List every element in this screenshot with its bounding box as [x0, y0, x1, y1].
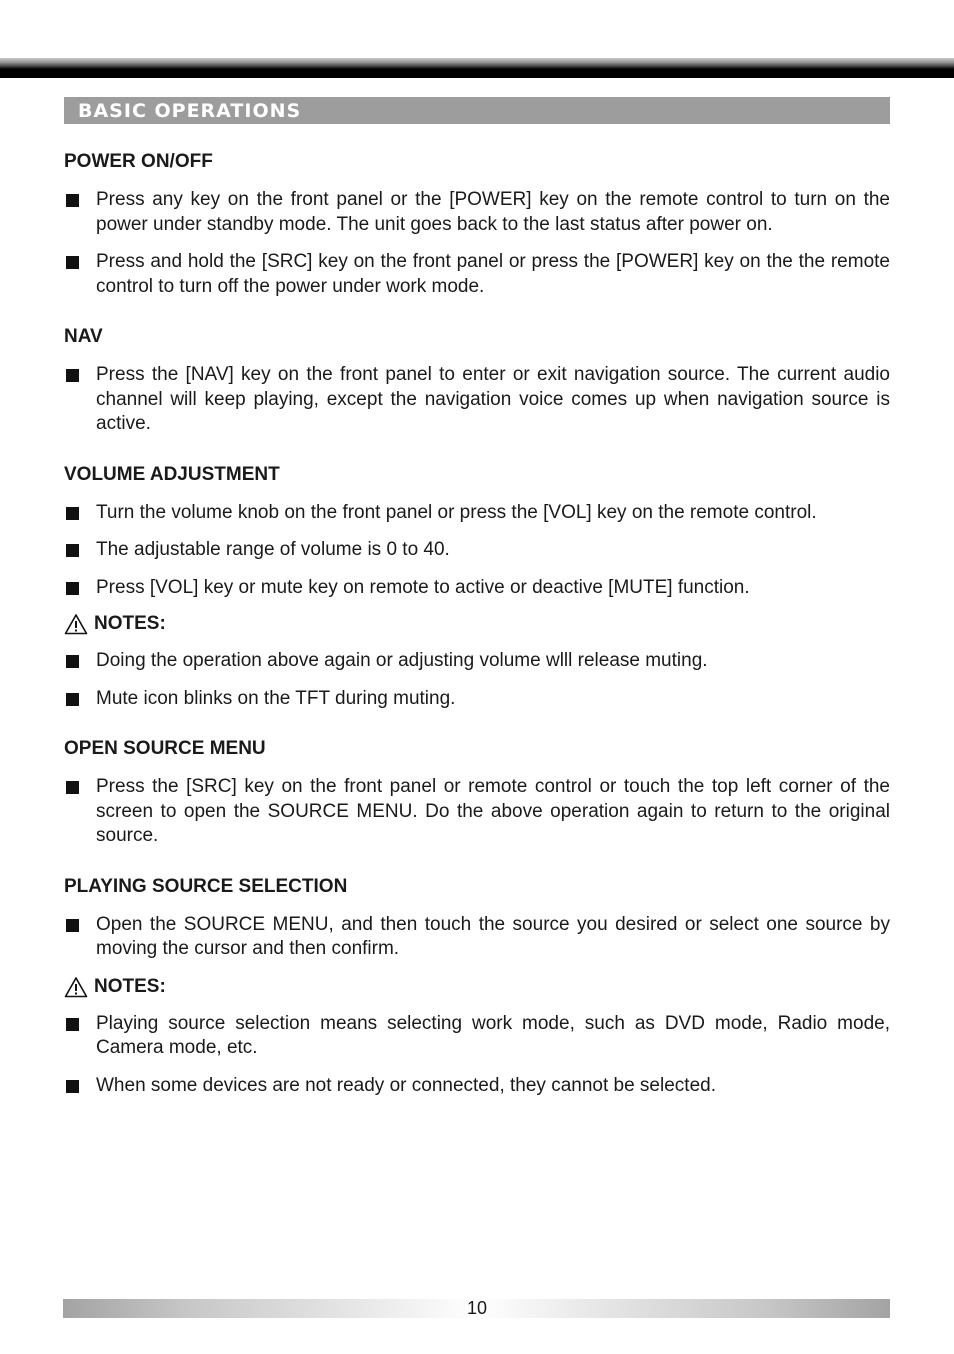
list-item-text: Press any key on the front panel or the [POWER] key on the remote control to turn on the power under standby mode. The unit goes back to the last status after power on.: [96, 189, 890, 235]
notes-heading: [64, 975, 890, 999]
list-item: [64, 913, 890, 962]
list-item: [64, 188, 890, 237]
list-item: [64, 576, 890, 601]
section-title: BASIC OPERATIONS: [78, 100, 302, 122]
square-bullet-icon: [66, 256, 79, 269]
section-power: [64, 150, 890, 299]
square-bullet-icon: [66, 1018, 79, 1031]
square-bullet-icon: [66, 781, 79, 794]
top-rule: [0, 58, 954, 78]
list-item-text: Press and hold the [SRC] key on the front panel or press the [POWER] key on the the remote control to turn off the power under work mode.: [96, 251, 890, 297]
section-heading: POWER ON/OFF: [64, 151, 213, 172]
list-item: [64, 501, 890, 526]
square-bullet-icon: [66, 369, 79, 382]
square-bullet-icon: [66, 582, 79, 595]
notes-heading: [64, 612, 890, 636]
note-text: Doing the operation above again or adjusting volume wlll release muting.: [96, 650, 708, 671]
note-text: Mute icon blinks on the TFT during muting.: [96, 687, 456, 709]
note-text: Playing source selection means selecting work mode, such as DVD mode, Radio mode, Camera mode, etc.: [96, 1012, 890, 1058]
square-bullet-icon: [66, 1080, 79, 1093]
list-item-text: The adjustable range of volume is 0 to 40.: [96, 539, 450, 560]
square-bullet-icon: [66, 693, 79, 706]
note-item: [64, 1012, 890, 1061]
notes-label: NOTES:: [94, 975, 166, 997]
section-volume: [64, 463, 890, 712]
list-item: [64, 363, 890, 437]
warning-triangle-icon: [64, 613, 88, 635]
section-heading: PLAYING SOURCE SELECTION: [64, 875, 348, 897]
note-item: [64, 649, 890, 674]
square-bullet-icon: [66, 507, 79, 520]
section-open-source-menu: [64, 737, 890, 849]
list-item-text: Press [VOL] key or mute key on remote to active or deactive [MUTE] function.: [96, 576, 750, 598]
list-item-text: Press the [NAV] key on the front panel to enter or exit navigation source. The current audio channel will keep playing, except the navigation voice comes up when navigation source is active.: [96, 364, 890, 434]
page-content: [64, 150, 890, 1098]
square-bullet-icon: [66, 544, 79, 557]
warning-triangle-icon: [64, 976, 88, 998]
section-heading: VOLUME ADJUSTMENT: [64, 463, 280, 485]
square-bullet-icon: [66, 655, 79, 668]
square-bullet-icon: [66, 919, 79, 932]
page-number: 10: [466, 1298, 488, 1318]
note-text: When some devices are not ready or connected, they cannot be selected.: [96, 1074, 716, 1096]
list-item: [64, 250, 890, 299]
section-heading: OPEN SOURCE MENU: [64, 738, 266, 759]
section-banner: [64, 97, 890, 124]
note-item: [64, 1074, 890, 1099]
notes-label: NOTES:: [94, 613, 166, 634]
list-item-text: Turn the volume knob on the front panel or press the [VOL] key on the remote control.: [96, 501, 817, 523]
list-item: [64, 775, 890, 849]
section-nav: [64, 325, 890, 437]
list-item: [64, 538, 890, 563]
section-playing-source: [64, 875, 890, 1099]
section-heading: NAV: [64, 326, 103, 347]
list-item-text: Open the SOURCE MENU, and then touch the source you desired or select one source by moving the cursor and then confirm.: [96, 913, 890, 959]
square-bullet-icon: [66, 194, 79, 207]
list-item-text: Press the [SRC] key on the front panel or remote control or touch the top left corner of the screen to open the SOURCE MENU. Do the above operation again to return to the original source.: [96, 776, 890, 846]
note-item: [64, 687, 890, 712]
